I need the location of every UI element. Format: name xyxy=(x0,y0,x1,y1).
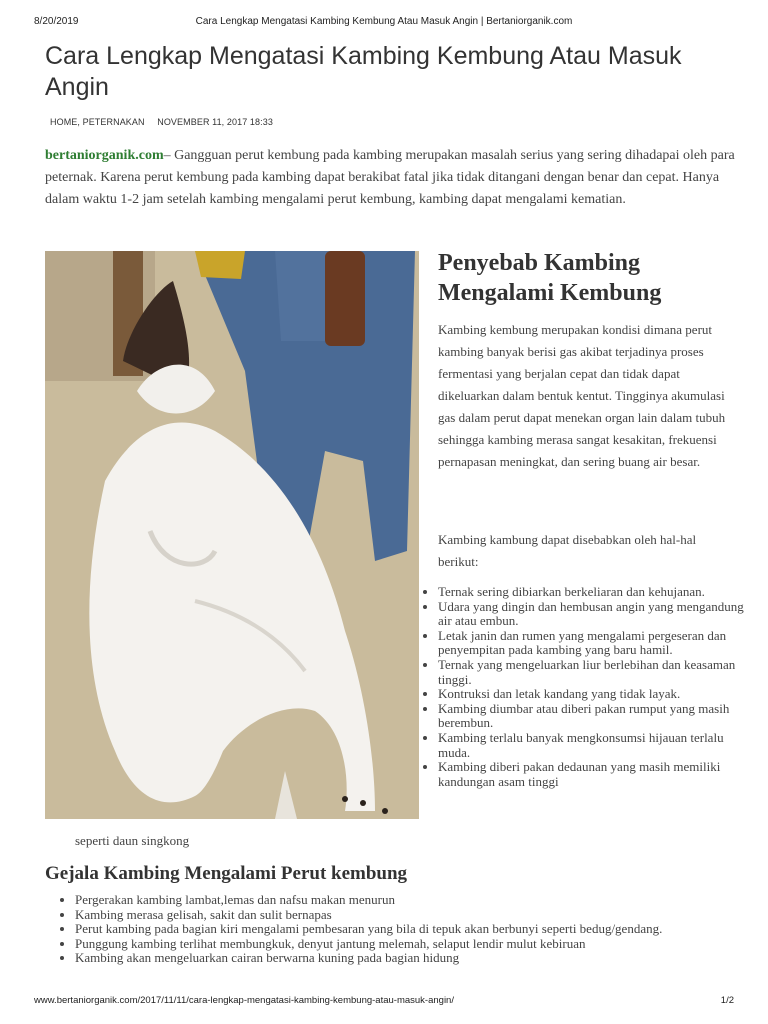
article-title: Cara Lengkap Mengatasi Kambing Kembung Atau Masuk Angin xyxy=(45,42,682,101)
article-date: NOVEMBER 11, 2017 18:33 xyxy=(157,117,273,127)
section-heading-causes: Penyebab Kambing Mengalami Kembung xyxy=(438,250,662,306)
list-item: • Ternak yang mengeluarkan liur berlebihan dan keasaman tinggi. xyxy=(438,658,758,687)
list-item: • Kambing terlalu banyak mengkonsumsi hijauan terlalu muda. xyxy=(438,731,758,760)
symptoms-list xyxy=(55,893,755,966)
causes-list xyxy=(420,585,758,789)
intro-text: – Gangguan perut kembung pada kambing merupakan masalah serius yang sering dihadapai oleh para peternak. Karena perut kembung pada kambing dapat berakibat fatal jika tidak ditangani dengan benar dan cepat. Hanya dalam waktu 1-2 jam setelah kambing mengalami perut kembung, kambing dapat mengalami kematian. xyxy=(45,148,735,207)
list-item: • Udara yang dingin dan hembusan angin yang mengandung air atau embun. xyxy=(438,600,758,629)
list-item: • Kambing diberi pakan dedaunan yang masih memiliki kandungan asam tinggi xyxy=(438,760,758,789)
goat-photo xyxy=(45,251,419,819)
causes-paragraph: Kambing kembung merupakan kondisi dimana perut kambing banyak berisi gas akibat terjadinya proses fermentasi yang berjalan cepat dan tidak dapat dikeluarkan dalam bentuk kentut. Tingginya akumulasi gas dalam perut dapat menekan organ lain dalam tubuh sehingga kambing merasa sangat kesakitan, frekuensi pernapasan meningkat, dan sering buang air besar. xyxy=(438,322,726,469)
list-item: • Pergerakan kambing lambat,lemas dan nafsu makan menurun xyxy=(75,893,755,908)
causes-continuation: seperti daun singkong xyxy=(75,833,190,848)
page-url[interactable]: www.bertaniorganik.com/2017/11/11/cara-lengkap-mengatasi-kambing-kembung-atau-masuk-angin/ xyxy=(34,995,454,1006)
list-item: • Punggung kambing terlihat membungkuk, denyut jantung melemah, selaput lendir mulut kebiruan xyxy=(75,937,755,952)
section-heading-symptoms: Gejala Kambing Mengalami Perut kembung xyxy=(45,863,408,884)
print-date: 8/20/2019 xyxy=(34,16,79,27)
list-item: • Kontruksi dan letak kandang yang tidak layak. xyxy=(438,687,758,702)
list-item: • Letak janin dan rumen yang mengalami pergeseran dan penyempitan pada kambing yang baru hamil. xyxy=(438,629,758,658)
list-item: • Kambing merasa gelisah, sakit dan sulit bernapas xyxy=(75,908,755,923)
article-categories[interactable]: HOME, PETERNAKAN xyxy=(50,117,145,127)
print-footer xyxy=(34,995,734,1009)
list-item: • Kambing akan mengeluarkan cairan berwarna kuning pada bagian hidung xyxy=(75,951,755,966)
article-meta xyxy=(50,117,283,127)
print-page-title: Cara Lengkap Mengatasi Kambing Kembung Atau Masuk Angin | Bertaniorganik.com xyxy=(195,16,573,27)
list-item: • Kambing diumbar atau diberi pakan rumput yang masih berembun. xyxy=(438,702,758,731)
list-item: • Ternak sering dibiarkan berkeliaran dan kehujanan. xyxy=(438,585,758,600)
page-number: 1/2 xyxy=(720,995,734,1006)
article-intro xyxy=(45,145,735,211)
print-header xyxy=(34,16,734,30)
causes-intro: Kambing kambung dapat disebabkan oleh hal-hal berikut: xyxy=(438,532,697,569)
brand-link[interactable]: bertaniorganik.com xyxy=(45,148,164,163)
list-item: • Perut kambing pada bagian kiri mengalami pembesaran yang bila di tepuk akan berbunyi seperti bedug/gendang. xyxy=(75,922,755,937)
